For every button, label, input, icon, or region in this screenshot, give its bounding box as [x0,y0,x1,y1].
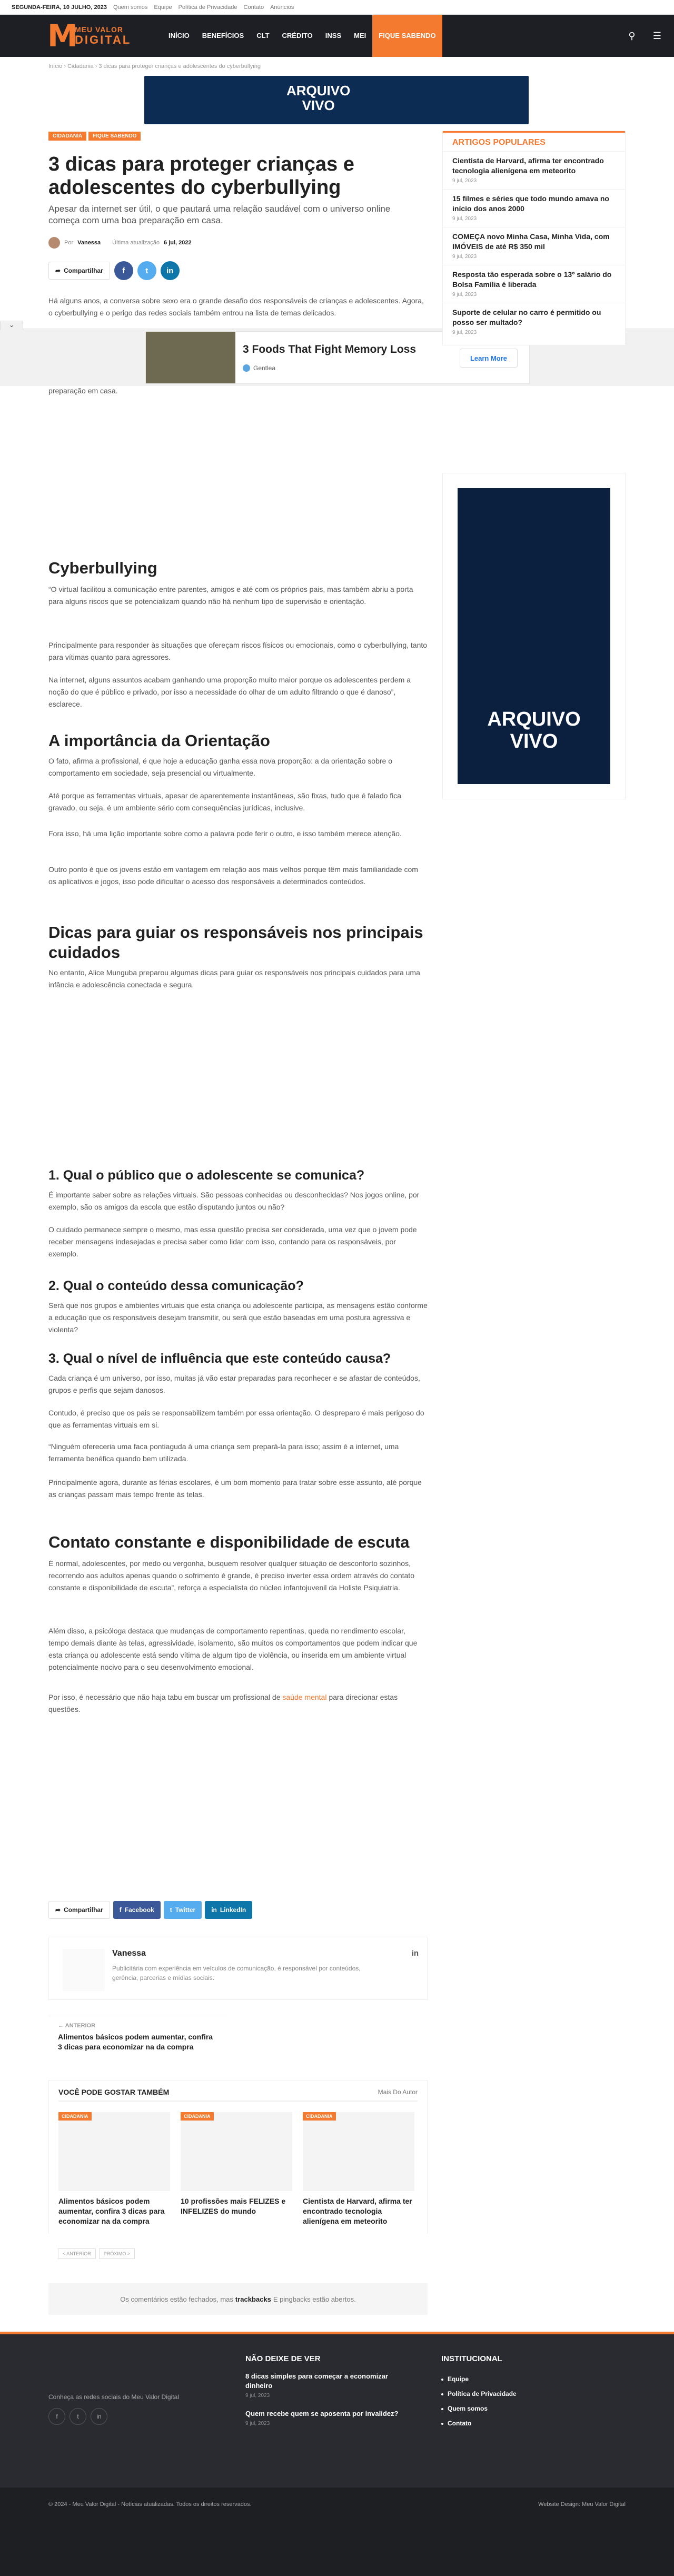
share-button[interactable] [48,262,110,280]
twitter-label: Twitter [175,1906,196,1914]
popular-articles [442,131,626,345]
ad-brand: Gentlea [253,364,276,372]
popular-title: ARTIGOS POPULARES [443,131,625,151]
footer-post-date: 9 jul, 2023 [245,2421,270,2426]
article-paragraph: “O virtual facilitou a comunicação entre parentes, amigos e até com os próprios pais, mas também abriu a porta para alguns riscos que se potencializam quando não há nenhum tipo de supervisão e orientação. [48,585,413,606]
linkedin-label: LinkedIn [220,1906,246,1914]
section-heading: A importância da Orientação [48,731,270,750]
article-paragraph: Será que nos grupos e ambientes virtuais que esta criança ou adolescente participa, as mensagens estão conforme a educação que os responsáveis desejam transmitir, ou será que estão baseadas em uma postura agressiva e violenta? [48,1301,428,1334]
nav-item-mei[interactable]: MEI [354,32,366,39]
updated-label: Última atualização [112,240,160,246]
article-paragraph: Até porque as ferramentas virtuais, apesar de aparentemente instantâneas, são fixas, tudo que é falado fica gravado, ou seja, é um ambiente sério com consequências jurídicas, inclusive. [48,791,402,812]
author-avatar[interactable] [63,1949,105,1991]
popular-item-date: 9 jul, 2023 [452,330,477,335]
nav-item-credito[interactable]: CRÉDITO [282,32,313,39]
related-card-title[interactable]: Cientista de Harvard, afirma ter encontrado tecnologia alienígena em meteorito [303,2197,412,2225]
related-posts [48,2080,428,2234]
article-paragraph: No entanto, Alice Munguba preparou algumas dicas para guiar os responsáveis nos principais cuidados para uma infância e adolescência conectada e segura. [48,968,420,989]
trackbacks-link[interactable]: trackbacks [235,2295,271,2303]
author-bio: Publicitária com experiência em veículos de comunicação, é responsável por conteúdos, gerência, parcerias e mídias sociais. [112,1965,361,1981]
main-navigation [0,15,674,57]
design-credit: Website Design: Meu Valor Digital [538,2501,626,2508]
section-heading: 1. Qual o público que o adolescente se comunica? [48,1168,365,1183]
sidebar [442,131,626,345]
hamburger-icon[interactable]: ☰ [652,31,662,41]
article-paragraph: Contudo, é preciso que os pais se responsabilizem também por essa orientação. O despreparo é mais perigoso do que as ferramentas virtuais em si. [48,1409,424,1429]
related-card[interactable] [58,2112,170,2226]
footer-link[interactable]: Quem somos [441,2401,599,2416]
logo-line-1: MEU VALOR [75,25,123,34]
category-tags [48,132,141,141]
linkedin-icon[interactable]: in [411,1949,419,1958]
popular-item-title[interactable]: Resposta tão esperada sobre o 13º salário do Bolsa Família é liberada [452,270,612,289]
ad-text-line-2: VIVO [302,97,335,113]
article-paragraph: Além disso, a psicóloga destaca que mudanças de comportamento repentinas, queda no rendimento escolar, tempo demais diante às telas, agressividade, isolamento, são muitos os comportamentos que podem indicar que esta criança ou adolescente está sendo vítima de algum tipo de violência, ou inserida em um ambiente virtual potencialmente nocivo para o seu desenvolvimento emocional. [48,1627,418,1671]
author-name[interactable]: Vanessa [77,240,101,246]
search-icon[interactable]: ⚲ [628,31,636,41]
popular-item[interactable] [443,227,625,265]
ad-title: 3 Foods That Fight Memory Loss [243,343,417,355]
comments-text: E pingbacks estão abertos. [273,2295,356,2303]
promo-line-1: ARQUIVO [487,708,581,730]
category-tag[interactable]: CIDADANIA [303,2112,336,2121]
sidebar-promo[interactable] [442,473,626,799]
breadcrumb-category[interactable]: Cidadania [67,63,94,70]
article-subtitle: Apesar da internet ser útil, o que pautará uma relação saudável com o universo online começa com uma boa preparação em casa. [48,204,391,225]
popular-item-date: 9 jul, 2023 [452,292,477,298]
article-paragraph: É importante saber sobre as relações virtuais. São pessoas conhecidas ou desconhecidas? Nos jogos online, por exemplo, são os amigos da escola que estão disputando juntos ou não? [48,1191,420,1211]
comments-closed-notice [48,2283,428,2315]
author-avatar[interactable] [48,237,60,249]
comments-text: Os comentários estão fechados, mas [120,2295,233,2303]
footer-description: Conheça as redes sociais do Meu Valor Digital [48,2393,179,2401]
section-heading: Cyberbullying [48,559,157,577]
site-logo[interactable] [47,20,131,52]
nav-item-beneficios[interactable]: BENEFÍCIOS [202,32,244,39]
ad-placeholder [48,411,428,532]
share-button[interactable] [48,1901,110,1919]
pager-prev-button[interactable]: < ANTERIOR [58,2248,96,2259]
article-paragraph: Fora isso, há uma lição importante sobre como a palavra pode ferir o outro, e isso também merece atenção. [48,829,402,838]
category-tag[interactable]: CIDADANIA [58,2112,92,2121]
article-paragraph: Há alguns anos, a conversa sobre sexo era o grande desafio dos responsáveis de crianças e adolescentes. Agora, o cyberbullying e o perigo das redes sociais também entrou na lista de temas delicados. [48,296,424,317]
article-paragraph: preparação em casa. [48,387,118,395]
popular-item-title[interactable]: 15 filmes e séries que todo mundo amava no início dos anos 2000 [452,194,609,213]
popular-item[interactable] [443,189,625,227]
author-prefix: Por [64,240,74,246]
footer-heading: NÃO DEIXE DE VER [245,2354,321,2363]
facebook-icon[interactable]: f [48,2408,65,2425]
related-card-image[interactable] [58,2112,170,2191]
topbar-link[interactable]: Anúncios [270,4,294,11]
facebook-share-button[interactable] [113,1901,161,1919]
footer-post[interactable] [245,2409,403,2426]
related-card-image[interactable] [303,2112,414,2191]
article-paragraph: Na internet, alguns assuntos acabam ganhando uma proporção muito maior porque os adolescentes perdem a noção do que é público e privado, por isso a necessidade do olhar de um adulto filtrando o que é danoso”, esclarece. [48,676,411,708]
section-heading: Contato constante e disponibilidade de escuta [48,1533,410,1551]
ad-image [146,332,235,383]
twitter-share-button[interactable] [164,1901,202,1919]
section-heading: 2. Qual o conteúdo dessa comunicação? [48,1279,304,1293]
related-card[interactable] [303,2112,414,2226]
facebook-icon[interactable]: f [114,261,133,280]
popular-item-date: 9 jul, 2023 [452,178,477,184]
article-paragraph: Principalmente agora, durante as férias escolares, é um bom momento para tratar sobre esse assunto, até porque as crianças passam mais tempo frente às telas. [48,1478,422,1499]
article-paragraph: O fato, afirma a profissional, é que hoje a educação ganha essa nova proporção: a da orientação sobre o comportamento em sociedade, seja presencial ou virtualmente. [48,757,392,777]
footer-post-title[interactable]: Quem recebe quem se aposenta por invalidez? [245,2410,399,2418]
footer-link[interactable]: Contato [441,2416,599,2431]
section-heading: 3. Qual o nível de influência que este conteúdo causa? [48,1351,391,1366]
article-paragraph: O cuidado permanece sempre o mesmo, mas essa questão precisa ser considerada, uma vez que o jovem pode receber mensagens indesejadas e precisa saber como lidar com isso, contando para os responsáveis, por exemplo. [48,1225,417,1258]
breadcrumb: Início › Cidadania › 3 dicas para proteger crianças e adolescentes do cyberbullying [48,63,261,70]
logo-mark: M [47,18,78,54]
logo-line-2: DIGITAL [75,33,132,46]
paragraph-text: para direcionar estas questões. [48,1693,398,1713]
topbar-link[interactable]: Contato [243,4,264,11]
previous-post[interactable] [48,2016,227,2068]
category-tag[interactable]: CIDADANIA [181,2112,214,2121]
footer-post-date: 9 jul, 2023 [245,2393,270,2399]
section-heading: Dicas para guiar os responsáveis nos principais cuidados [48,923,423,962]
share-icon: ➦ [55,267,61,274]
linkedin-icon: in [211,1906,217,1914]
ad-text-line-1: ARQUIVO [286,83,351,98]
footer-heading: INSTITUCIONAL [441,2354,502,2363]
previous-post-title[interactable]: Alimentos básicos podem aumentar, confira 3 dicas para economizar na da compra [58,2033,213,2051]
pager-next-button[interactable]: PRÓXIMO > [99,2248,135,2259]
related-card[interactable] [181,2112,292,2226]
popular-item[interactable] [443,151,625,189]
nav-item-clt[interactable]: CLT [256,32,270,39]
nav-menu [162,15,442,57]
popular-item[interactable] [443,303,625,341]
twitter-icon[interactable]: t [137,261,156,280]
related-card-title[interactable]: Alimentos básicos podem aumentar, confira 3 dicas para economizar na da compra [58,2197,165,2225]
share-label: Compartilhar [64,267,103,274]
footer-link[interactable]: Equipe [441,2372,599,2386]
share-bar [48,261,180,280]
linkedin-icon[interactable]: in [91,2408,107,2425]
nav-item-inss[interactable]: INSS [325,32,342,39]
popular-item-title[interactable]: COMEÇA novo Minha Casa, Minha Vida, com IMÓVEIS de até R$ 350 mil [452,232,610,251]
topbar-link[interactable]: Equipe [154,4,172,11]
paragraph-text: Por isso, é necessário que não haja tabu em buscar um profissional de [48,1693,281,1701]
related-title: VOCÊ PODE GOSTAR TAMBÉM [58,2088,170,2096]
top-banner-ad[interactable] [144,76,529,124]
category-tag[interactable]: FIQUE SABENDO [88,132,141,141]
footer-link[interactable]: Política de Privacidade [441,2386,599,2401]
related-pager [58,2248,135,2259]
share-label: Compartilhar [64,1906,103,1914]
more-by-author-link[interactable]: Mais Do Autor [378,2088,418,2096]
popular-item-title[interactable]: Suporte de celular no carro é permitido ou posso ser multado? [452,308,601,326]
promo-line-2: VIVO [510,730,558,752]
article-title: 3 dicas para proteger crianças e adolescentes do cyberbullying [48,153,354,199]
article-paragraph: “Ninguém ofereceria uma faca pontiaguda à uma criança sem prepará-la para isso; assim é a internet, uma ferramenta benéfica quando bem utilizada. [48,1442,399,1463]
footer-post-title[interactable]: 8 dicas simples para começar a economizar dinheiro [245,2372,388,2390]
twitter-icon: t [170,1906,172,1914]
copyright-text: © 2024 - Meu Valor Digital - Notícias atualizadas. Todos os direitos reservados. [48,2501,252,2508]
author-box [48,1937,428,2000]
article-paragraph [48,1691,428,1716]
brand-icon [243,364,250,372]
popular-item[interactable] [443,265,625,303]
footer-institutional [441,2354,599,2431]
footer-post[interactable] [245,2372,403,2399]
popular-item-date: 9 jul, 2023 [452,216,477,222]
topbar-link[interactable]: Política de Privacidade [178,4,237,11]
article-date: 6 jul, 2022 [164,240,192,246]
nav-item-inicio[interactable]: INÍCIO [168,32,190,39]
linkedin-icon[interactable]: in [161,261,180,280]
chevron-down-icon[interactable]: ⌄ [0,321,23,330]
article-paragraph: Cada criança é um universo, por isso, muitas já vão estar preparadas para reconhecer e se afastar de conteúdos, grupos e perfis que sejam danosos. [48,1374,420,1394]
copyright-bar [0,2488,674,2527]
facebook-label: Facebook [124,1906,154,1914]
footer-must-see [245,2354,403,2437]
category-tag[interactable]: CIDADANIA [48,132,86,141]
article-paragraph: É normal, adolescentes, por medo ou vergonha, busquem resolver qualquer situação de desconforto sozinhos, recorrendo aos adultos apenas quando o sofrimento é grande, é preciso inverter essa ordem através do contato constante e disponibilidade de escuta”, reforça a especialista do núcleo infantojuvenil da Holiste Psiquiatria. [48,1559,414,1592]
related-card-title[interactable]: 10 profissões mais FELIZES e INFELIZES do mundo [181,2197,286,2215]
footer-social [48,2408,107,2425]
arrow-left-icon: ← [58,2023,64,2029]
previous-label: ANTERIOR [65,2023,96,2029]
breadcrumb-home[interactable]: Início [48,63,63,70]
saude-mental-link[interactable]: saúde mental [282,1693,327,1701]
current-date: SEGUNDA-FEIRA, 10 JULHO, 2023 [12,4,107,11]
popular-item-date: 9 jul, 2023 [452,254,477,260]
popular-item-title[interactable]: Cientista de Harvard, afirma ter encontrado tecnologia alienígena em meteorito [452,156,604,175]
article-paragraph: Outro ponto é que os jovens estão em vantagem em relação aos mais velhos porque têm mais familiaridade com os aplicativos e jogos, isso pode dificultar o acesso dos responsáveis a determinados conteúdos. [48,865,418,886]
author-name[interactable]: Vanessa [112,1949,146,1958]
share-bar-bottom [48,1901,252,1919]
ad-placeholder [48,1000,428,1158]
footer-logo[interactable] [48,2355,180,2387]
article-meta [48,237,192,249]
linkedin-share-button[interactable] [205,1901,252,1919]
twitter-icon[interactable]: t [70,2408,86,2425]
related-card-image[interactable] [181,2112,292,2191]
article-paragraph: Principalmente para responder às situações que ofereçam riscos físicos ou emocionais, como o cyberbullying, tanto para vítimas quanto para agressores. [48,641,428,661]
share-icon: ➦ [55,1906,61,1914]
footer-bottom [0,2527,674,2576]
top-bar [0,0,674,15]
topbar-link[interactable]: Quem somos [113,4,148,11]
learn-more-button[interactable]: Learn More [460,349,518,368]
nav-item-fique-sabendo[interactable]: FIQUE SABENDO [372,15,442,57]
facebook-icon: f [119,1906,122,1914]
breadcrumb-current: 3 dicas para proteger crianças e adolescentes do cyberbullying [98,63,261,70]
ad-placeholder [48,1738,428,1885]
